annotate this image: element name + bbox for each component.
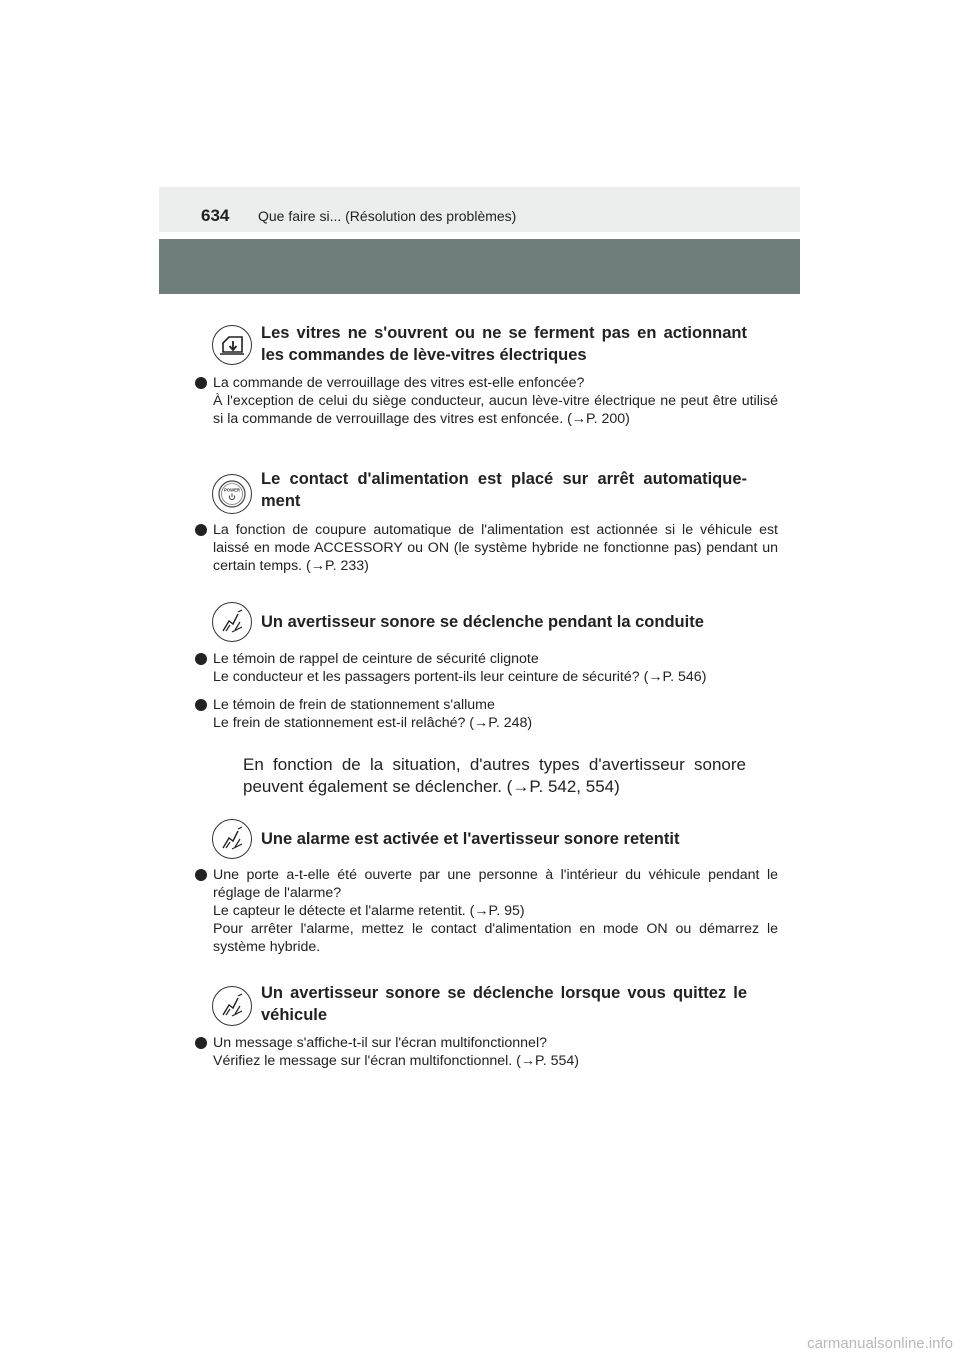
section-buzzer-leaving — [212, 982, 747, 1070]
section-title: Le contact d'alimentation est placé sur arrêt automatique-ment — [261, 470, 747, 510]
bullet-icon — [195, 377, 207, 389]
list-item — [182, 521, 778, 575]
section-title: Un avertisseur sonore se déclenche pendant la conduite — [261, 613, 704, 631]
list-item — [182, 696, 778, 732]
section-title: Un avertisseur sonore se déclenche lorsque vous quittez le véhicule — [261, 984, 747, 1024]
bullet-line: Le frein de stationnement est-il relâché? (→P. 248) — [213, 715, 533, 731]
bullet-icon — [195, 1037, 207, 1049]
power-label: POWER — [224, 487, 240, 493]
list-item — [182, 1034, 778, 1070]
bullet-line: Le conducteur et les passagers portent-ils leur ceinture de sécurité? (→P. 546) — [213, 669, 707, 685]
buzzer-icon — [212, 602, 252, 642]
bullet-line: La fonction de coupure automatique de l'alimentation est actionnée si le véhicule est laissé en mode ACCESSORY ou ON (le système hybride ne fonctionne pas) pendant un certain temps. (→P. 233) — [213, 522, 778, 574]
section-buzzer-driving — [212, 602, 747, 732]
page-number: 634 — [201, 206, 230, 225]
bullet-icon — [195, 869, 207, 881]
list-item — [182, 866, 778, 956]
bullet-line: À l'exception de celui du siège conducteur, aucun lève-vitre électrique ne peut être utilisé si la commande de verrouillage des vitres est enfoncée. (→P. 200) — [213, 393, 778, 427]
bullet-line: La commande de verrouillage des vitres est-elle enfoncée? — [213, 375, 585, 391]
bullet-line: Vérifiez le message sur l'écran multifonctionnel. (→P. 554) — [213, 1053, 579, 1069]
section-power-off — [212, 468, 778, 575]
bullet-line: Pour arrêter l'alarme, mettez le contact d'alimentation en mode ON ou démarrez le système hybride. — [213, 921, 778, 955]
buzzer-icon — [212, 986, 252, 1026]
bullet-icon — [195, 653, 207, 665]
section-title: Une alarme est activée et l'avertisseur sonore retentit — [261, 830, 680, 848]
section-window-switch — [212, 322, 778, 428]
bullet-icon — [195, 699, 207, 711]
window-switch-icon — [212, 325, 252, 365]
section-title: Les vitres ne s'ouvrent ou ne se ferment pas en actionnant les commandes de lève-vitres électriques — [261, 324, 747, 364]
section-alarm — [212, 819, 778, 956]
bullet-icon — [195, 524, 207, 536]
bullet-line: Une porte a-t-elle été ouverte par une personne à l'intérieur du véhicule pendant le réglage de l'alarme? — [213, 867, 778, 901]
power-button-icon — [212, 474, 252, 514]
bullet-line: Le témoin de rappel de ceinture de sécurité clignote — [213, 651, 539, 667]
watermark: carmanualsonline.info — [807, 1335, 953, 1352]
buzzer-icon — [212, 819, 252, 859]
bullet-line: Un message s'affiche-t-il sur l'écran multifonctionnel? — [213, 1035, 547, 1051]
bullet-line: Le témoin de frein de stationnement s'allume — [213, 697, 495, 713]
section-banner — [159, 239, 800, 294]
note-paragraph: En fonction de la situation, d'autres types d'avertisseur sonore peuvent également se déclencher. (→P. 542, 554) — [243, 755, 746, 796]
chapter-title: Que faire si... (Résolution des problèmes) — [258, 208, 517, 224]
bullet-line: Le capteur le détecte et l'alarme retentit. (→P. 95) — [213, 903, 525, 919]
list-item — [182, 650, 778, 686]
list-item — [182, 374, 778, 428]
